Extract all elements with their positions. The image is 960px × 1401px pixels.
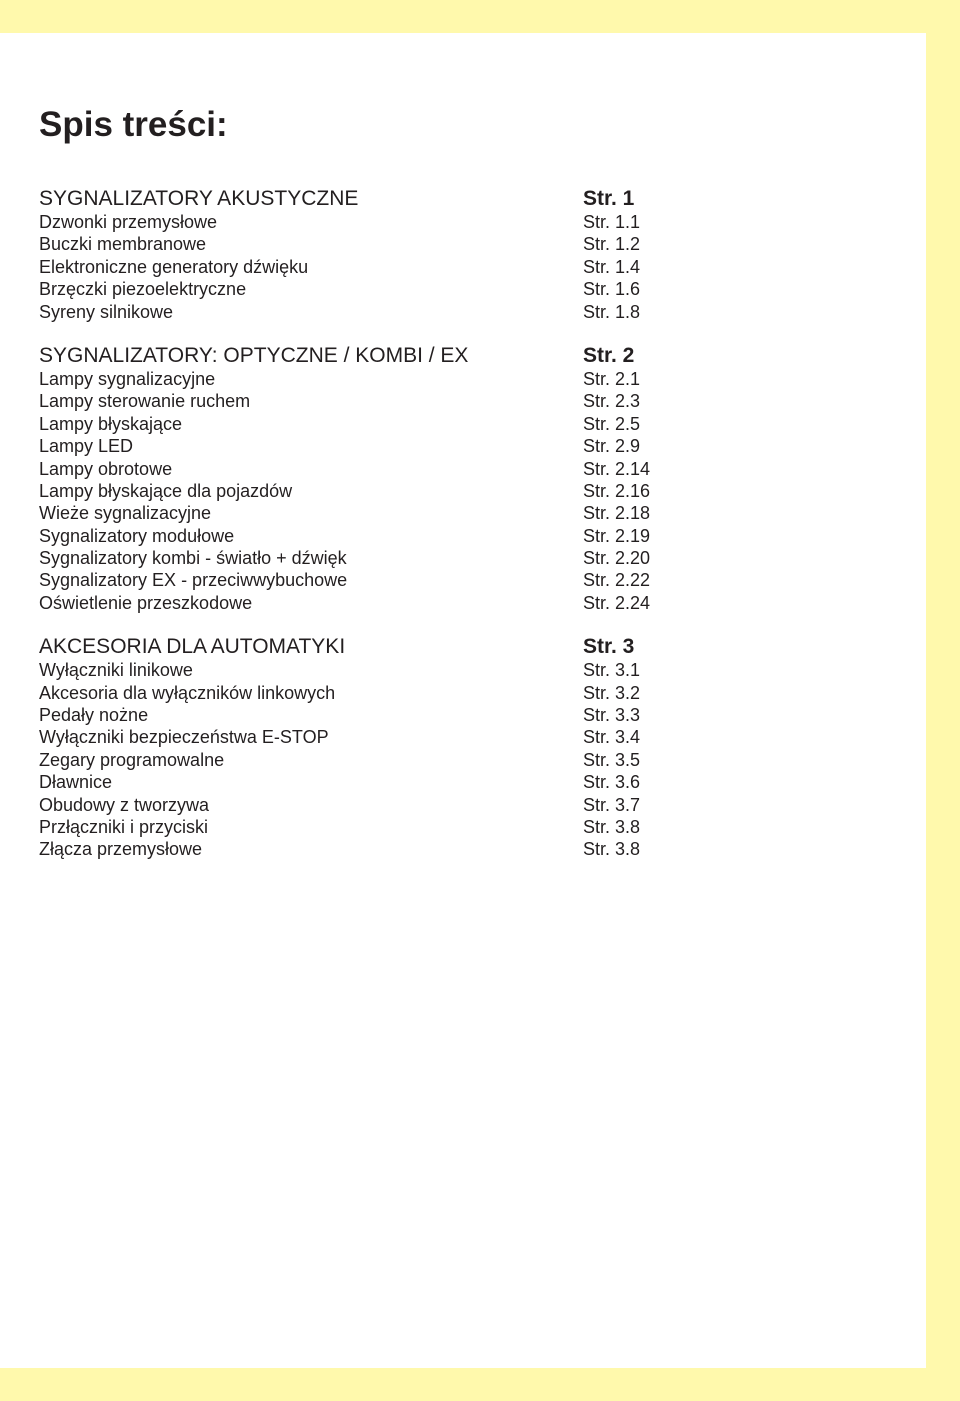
toc-entry-page-ref: Str. 3.2	[583, 682, 641, 703]
toc-section	[39, 634, 679, 861]
toc-entry	[39, 301, 679, 323]
toc-entry-page-ref: Str. 2.16	[583, 480, 651, 501]
section-heading-label: SYGNALIZATORY: OPTYCZNE / KOMBI / EX	[39, 343, 469, 367]
toc-entry-label: Lampy sygnalizacyjne	[39, 368, 216, 389]
toc-entry	[39, 749, 679, 771]
toc-entry-page-ref: Str. 3.5	[583, 749, 641, 770]
toc-entry-page-ref: Str. 2.24	[583, 592, 651, 613]
toc-entry-page-ref: Str. 2.19	[583, 525, 651, 546]
toc-entry	[39, 704, 679, 726]
toc-entry	[39, 838, 679, 860]
toc-entry-page-ref: Str. 2.20	[583, 548, 651, 569]
toc-entry	[39, 726, 679, 748]
table-of-contents	[39, 186, 679, 881]
toc-entry-page-ref: Str. 1.2	[583, 234, 641, 255]
toc-entry	[39, 525, 679, 547]
toc-entry	[39, 659, 679, 681]
toc-entry-page-ref: Str. 2.9	[583, 436, 641, 457]
toc-entry	[39, 480, 679, 502]
toc-entry-label: Dławnice	[39, 772, 113, 793]
toc-entry-page-ref: Str. 2.14	[583, 458, 651, 479]
toc-entry-label: Wieże sygnalizacyjne	[39, 503, 212, 524]
toc-entry	[39, 413, 679, 435]
toc-entry-label: Oświetlenie przeszkodowe	[39, 592, 253, 613]
toc-entry-page-ref: Str. 1.1	[583, 212, 641, 232]
toc-entry-label: Wyłączniki linikowe	[39, 660, 193, 681]
toc-entry	[39, 256, 679, 278]
toc-section-heading	[39, 634, 679, 659]
page-title: Spis treści:	[39, 105, 228, 144]
toc-entry-label: Zegary programowalne	[39, 749, 225, 770]
toc-entry-page-ref: Str. 2.22	[583, 570, 651, 591]
section-heading-label: SYGNALIZATORY AKUSTYCZNE	[39, 187, 359, 210]
toc-entry-page-ref: Str. 1.8	[583, 301, 641, 322]
toc-entry	[39, 458, 679, 480]
toc-entry	[39, 368, 679, 390]
section-page-ref: Str. 1	[583, 187, 635, 210]
toc-entry-page-ref: Str. 2.3	[583, 391, 641, 412]
toc-entry	[39, 278, 679, 300]
toc-entry-page-ref: Str. 3.8	[583, 839, 641, 860]
toc-entry-label: Buczki membranowe	[39, 234, 207, 255]
section-heading-label: AKCESORIA DLA AUTOMATYKI	[39, 635, 346, 659]
toc-section-heading	[39, 186, 679, 211]
toc-entry-page-ref: Str. 2.18	[583, 503, 651, 524]
toc-entry	[39, 682, 679, 704]
toc-entry-page-ref: Str. 3.8	[583, 816, 641, 837]
toc-entry-label: Akcesoria dla wyłączników linkowych	[39, 682, 336, 703]
toc-section	[39, 186, 679, 323]
toc-entry	[39, 771, 679, 793]
toc-entry-label: Lampy sterowanie ruchem	[39, 391, 251, 412]
toc-entry-page-ref: Str. 3.3	[583, 705, 641, 726]
toc-entry	[39, 816, 679, 838]
toc-entry-label: Lampy błyskające	[39, 413, 183, 434]
toc-entry	[39, 390, 679, 412]
toc-entry-label: Sygnalizatory modułowe	[39, 525, 235, 546]
toc-entry	[39, 502, 679, 524]
toc-section-heading	[39, 343, 679, 368]
toc-entry-page-ref: Str. 1.4	[583, 256, 641, 277]
toc-entry-page-ref: Str. 3.1	[583, 660, 641, 681]
toc-entry-label: Lampy błyskające dla pojazdów	[39, 480, 293, 501]
toc-entry-label: Dzwonki przemysłowe	[39, 212, 218, 232]
section-page-ref: Str. 2	[583, 343, 635, 367]
toc-entry	[39, 592, 679, 614]
toc-entry-page-ref: Str. 1.6	[583, 279, 641, 300]
toc-entry-page-ref: Str. 3.6	[583, 772, 641, 793]
toc-entry-label: Lampy LED	[39, 436, 134, 457]
toc-entry-page-ref: Str. 3.4	[583, 727, 641, 748]
toc-entry	[39, 435, 679, 457]
section-page-ref: Str. 3	[583, 635, 635, 659]
toc-entry-label: Pedały nożne	[39, 705, 149, 726]
toc-entry	[39, 233, 679, 255]
toc-entry-label: Obudowy z tworzywa	[39, 794, 210, 815]
toc-entry-label: Sygnalizatory EX - przeciwwybuchowe	[39, 570, 348, 591]
toc-entry-label: Przłączniki i przyciski	[39, 816, 209, 837]
toc-entry-label: Syreny silnikowe	[39, 301, 174, 322]
toc-entry-label: Brzęczki piezoelektryczne	[39, 279, 247, 300]
toc-entry	[39, 794, 679, 816]
toc-entry-label: Wyłączniki bezpieczeństwa E-STOP	[39, 727, 329, 748]
toc-section	[39, 343, 679, 614]
toc-entry-page-ref: Str. 2.5	[583, 413, 641, 434]
toc-entry-label: Sygnalizatory kombi - światło + dźwięk	[39, 548, 347, 569]
toc-entry-page-ref: Str. 3.7	[583, 794, 641, 815]
document-page	[0, 33, 926, 1368]
toc-entry	[39, 547, 679, 569]
toc-entry-label: Elektroniczne generatory dźwięku	[39, 256, 309, 277]
toc-entry	[39, 569, 679, 591]
toc-entry-page-ref: Str. 2.1	[583, 368, 641, 389]
toc-entry	[39, 211, 679, 233]
toc-entry-label: Złącza przemysłowe	[39, 839, 203, 860]
toc-entry-label: Lampy obrotowe	[39, 458, 173, 479]
